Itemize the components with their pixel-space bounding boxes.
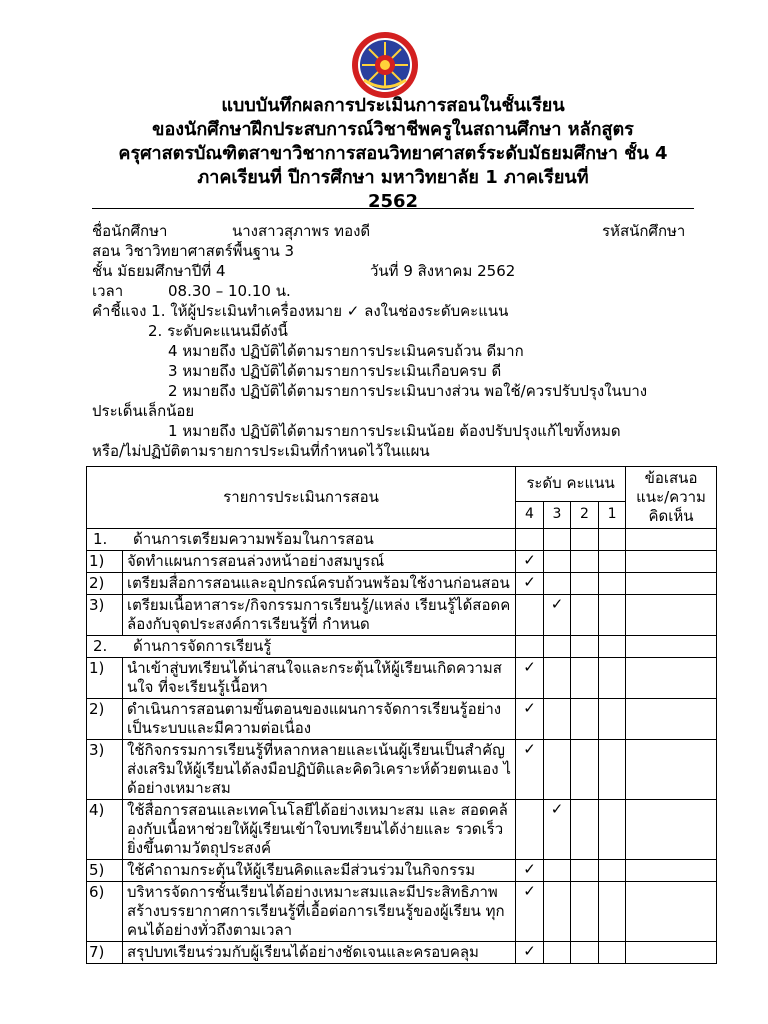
criterion-2 <box>92 381 694 401</box>
section-row <box>87 529 717 551</box>
title-line: 2562 <box>367 191 419 212</box>
header-divider <box>92 208 694 209</box>
note-cell[interactable] <box>626 740 717 800</box>
check-mark-icon: ✓ <box>523 942 536 960</box>
criterion-text: ดำเนินการสอนตามขั้นตอนของแผนการจัดการเรียนรู้อย่าง เป็นระบบและมีความต่อเนื่อง <box>123 699 516 740</box>
level-1-cell[interactable] <box>599 740 626 800</box>
section-title <box>87 529 516 551</box>
level-2-cell[interactable] <box>571 800 599 860</box>
check-mark-icon: ✓ <box>550 595 564 613</box>
level-cell <box>571 529 599 551</box>
note-cell <box>626 529 717 551</box>
level-3-cell[interactable] <box>544 699 571 740</box>
level-3-header: 3 <box>544 501 571 528</box>
level-3-cell[interactable] <box>544 551 571 573</box>
header-note: ข้อเสนอ แนะ/ความ คิดเห็น <box>626 467 717 529</box>
title-line: แบบบันทึกผลการประเมินการสอนในชั้นเรียน <box>221 95 565 116</box>
level-2-cell[interactable] <box>571 699 599 740</box>
level-1-cell[interactable] <box>599 699 626 740</box>
note-cell <box>626 636 717 658</box>
level-2-header: 2 <box>571 501 599 528</box>
level-cell <box>599 636 626 658</box>
criterion-text: นำเข้าสู่บทเรียนได้น่าสนใจและกระตุ้นให้ผู้เรียนเกิดความสนใจ ที่จะเรียนรู้เนื้อหา <box>123 658 516 699</box>
note-cell[interactable] <box>626 658 717 699</box>
criterion-text: ใช้กิจกรรมการเรียนรู้ที่หลากหลายและเน้นผู้เรียนเป็นสำคัญ ส่งเสริมให้ผู้เรียนได้ลงมือปฏิบัติและคิดวิเคราะห์ด้วยตนเอง ได้อย่างเหมาะสม <box>123 740 516 800</box>
criterion-number: 4) <box>87 800 123 860</box>
criterion-row <box>87 551 717 573</box>
level-1-cell[interactable] <box>599 800 626 860</box>
levels-heading: 2. ระดับคะแนนมีดังนี้ <box>148 322 288 340</box>
level-cell <box>571 636 599 658</box>
note-cell[interactable] <box>626 942 717 964</box>
section-label: ด้านการเตรียมความพร้อมในการสอน <box>133 530 374 548</box>
criterion-number: 3) <box>87 595 123 636</box>
title-line: ครุศาสตรบัณฑิตสาขาวิชาการสอนวิทยาศาสตร์ระดับมัธยมศึกษา ชั้น 4 <box>118 143 668 164</box>
criterion-row <box>87 860 717 882</box>
level-3-cell[interactable] <box>544 658 571 699</box>
criterion-text: ใช้คำถามกระตุ้นให้ผู้เรียนคิดและมีส่วนร่วมในกิจกรรม <box>123 860 516 882</box>
note-cell[interactable] <box>626 573 717 595</box>
info-line-time <box>92 281 694 301</box>
level-2-cell[interactable] <box>571 551 599 573</box>
criterion-text: สรุปบทเรียนร่วมกับผู้เรียนได้อย่างชัดเจนและครอบคลุม <box>123 942 516 964</box>
section-number: 2. <box>93 637 108 655</box>
level-4-header: 4 <box>516 501 544 528</box>
level-3-cell[interactable] <box>544 860 571 882</box>
level-2-cell[interactable] <box>571 595 599 636</box>
level-2-cell[interactable] <box>571 573 599 595</box>
university-logo <box>350 30 420 100</box>
level-1-cell[interactable] <box>599 573 626 595</box>
title-line: ของนักศึกษาฝึกประสบการณ์วิชาชีพครูในสถานศึกษา หลักสูตร <box>152 119 634 140</box>
criterion-number: 5) <box>87 860 123 882</box>
check-mark-icon: ✓ <box>523 860 536 878</box>
note-cell[interactable] <box>626 860 717 882</box>
criterion-row <box>87 658 717 699</box>
level-1-cell[interactable] <box>599 595 626 636</box>
criterion-number: 6) <box>87 882 123 942</box>
level-3-cell[interactable] <box>544 595 571 636</box>
check-mark-icon: ✓ <box>523 573 536 591</box>
level-2-cell[interactable] <box>571 658 599 699</box>
check-mark-icon: ✓ <box>523 740 536 758</box>
criterion-text: จัดทำแผนการสอนล่วงหน้าอย่างสมบูรณ์ <box>123 551 516 573</box>
level-1-cell[interactable] <box>599 658 626 699</box>
level-1-cell[interactable] <box>599 882 626 942</box>
criterion-text: เตรียมเนื้อหาสาระ/กิจกรรมการเรียนรู้/แหล่ง เรียนรู้ได้สอดคล้องกับจุดประสงค์การเรียนรู้ที่ กำหนด <box>123 595 516 636</box>
criterion-row <box>87 882 717 942</box>
info-line-class <box>92 261 694 281</box>
criterion-2-text: 2 หมายถึง ปฏิบัติได้ตามรายการประเมินบางส่วน พอใช้/ควรปรับปรุงในบาง <box>168 382 648 400</box>
note-cell[interactable] <box>626 595 717 636</box>
criterion-2-cont <box>92 401 694 421</box>
level-1-cell[interactable] <box>599 551 626 573</box>
criterion-number: 2) <box>87 699 123 740</box>
level-1-cell[interactable] <box>599 860 626 882</box>
criterion-number: 1) <box>87 658 123 699</box>
time-text: 08.30 – 10.10 น. <box>168 282 291 300</box>
level-4-cell[interactable] <box>516 595 544 636</box>
header-item: รายการประเมินการสอน <box>87 467 516 529</box>
student-info <box>92 221 694 461</box>
criterion-text: ใช้สื่อการสอนและเทคโนโลยีได้อย่างเหมาะสม และ สอดคล้องกับเนื้อหาช่วยให้ผู้เรียนเข้าใจบทเรียนได้ง่ายและ รวดเร็วยิ่งขึ้นตามวัตถุประสงค์ <box>123 800 516 860</box>
check-mark-icon: ✓ <box>550 800 564 818</box>
criterion-2-text-cont: ประเด็นเล็กน้อย <box>92 402 195 420</box>
info-line-subject <box>92 241 694 261</box>
note-cell[interactable] <box>626 800 717 860</box>
level-2-cell[interactable] <box>571 860 599 882</box>
title-line: ภาคเรียนที่ ปีการศึกษา มหาวิทยาลัย 1 ภาคเรียนที่ <box>197 167 589 188</box>
level-4-cell[interactable] <box>516 658 544 699</box>
criterion-row <box>87 942 717 964</box>
header-level: ระดับ คะแนน <box>516 467 626 502</box>
criterion-row <box>87 800 717 860</box>
note-cell[interactable] <box>626 551 717 573</box>
criterion-number: 7) <box>87 942 123 964</box>
level-3-cell[interactable] <box>544 882 571 942</box>
level-4-cell[interactable] <box>516 699 544 740</box>
criterion-text: เตรียมสื่อการสอนและอุปกรณ์ครบถ้วนพร้อมใช้งานก่อนสอน <box>123 573 516 595</box>
criterion-row <box>87 573 717 595</box>
section-title <box>87 636 516 658</box>
criterion-row <box>87 595 717 636</box>
time-label: เวลา <box>92 282 124 300</box>
evaluation-table <box>86 466 717 964</box>
document-title <box>92 94 694 214</box>
criterion-1 <box>92 421 694 441</box>
check-mark-icon: ✓ <box>523 551 536 569</box>
criterion-1-text-cont: หรือ/ไม่ปฏิบัติตามรายการประเมินที่กำหนดไว้ในแผน <box>92 442 430 460</box>
student-label: ชื่อนักศึกษา <box>92 222 168 240</box>
criterion-number: 3) <box>87 740 123 800</box>
check-mark-icon: ✓ <box>523 699 536 717</box>
subject-text: สอน วิชาวิทยาศาสตร์พื้นฐาน 3 <box>92 242 295 260</box>
section-label: ด้านการจัดการเรียนรู้ <box>133 637 272 655</box>
level-cell <box>544 636 571 658</box>
instruction-text: คำชี้แจง 1. ให้ผู้ประเมินทำเครื่องหมาย ✓ ลงในช่องระดับคะแนน <box>92 302 509 320</box>
criterion-4 <box>92 341 694 361</box>
criterion-text: บริหารจัดการชั้นเรียนได้อย่างเหมาะสมและมีประสิทธิภาพ สร้างบรรยากาศการเรียนรู้ที่เอื้อต่อการเรียนรู้ของผู้เรียน ทุกคนได้อย่างทั่วถึงตามเวลา <box>123 882 516 942</box>
class-text: ชั้น มัธยมศึกษาปีที่ 4 <box>92 262 226 280</box>
criterion-number: 1) <box>87 551 123 573</box>
level-1-cell[interactable] <box>599 942 626 964</box>
criterion-1-cont <box>92 441 694 461</box>
student-name: นางสาวสุภาพร ทองดี <box>232 222 371 240</box>
criterion-4-text: 4 หมายถึง ปฏิบัติได้ตามรายการประเมินครบถ้วน ดีมาก <box>168 342 524 360</box>
level-4-cell[interactable] <box>516 942 544 964</box>
criterion-3 <box>92 361 694 381</box>
criterion-row <box>87 699 717 740</box>
info-line-instruction <box>92 301 694 321</box>
level-3-cell[interactable] <box>544 573 571 595</box>
section-row <box>87 636 717 658</box>
level-cell <box>516 529 544 551</box>
criterion-row <box>87 740 717 800</box>
level-4-cell[interactable] <box>516 551 544 573</box>
level-cell <box>544 529 571 551</box>
section-number: 1. <box>93 530 108 548</box>
level-cell <box>516 636 544 658</box>
info-line-student <box>92 221 694 241</box>
level-4-cell[interactable] <box>516 573 544 595</box>
info-line-levels <box>92 321 694 341</box>
criterion-3-text: 3 หมายถึง ปฏิบัติได้ตามรายการประเมินเกือบครบ ดี <box>168 362 502 380</box>
criterion-1-text: 1 หมายถึง ปฏิบัติได้ตามรายการประเมินน้อย ต้องปรับปรุงแก้ไขทั้งหมด <box>168 422 621 440</box>
level-4-cell[interactable] <box>516 800 544 860</box>
level-cell <box>599 529 626 551</box>
level-3-cell[interactable] <box>544 740 571 800</box>
level-4-cell[interactable] <box>516 740 544 800</box>
note-cell[interactable] <box>626 699 717 740</box>
date-text: วันที่ 9 สิงหาคม 2562 <box>370 262 516 280</box>
level-1-header: 1 <box>599 501 626 528</box>
level-3-cell[interactable] <box>544 942 571 964</box>
check-mark-icon: ✓ <box>523 658 536 676</box>
level-2-cell[interactable] <box>571 942 599 964</box>
level-4-cell[interactable] <box>516 882 544 942</box>
check-mark-icon: ✓ <box>523 882 536 900</box>
level-2-cell[interactable] <box>571 882 599 942</box>
criterion-number: 2) <box>87 573 123 595</box>
note-cell[interactable] <box>626 882 717 942</box>
level-2-cell[interactable] <box>571 740 599 800</box>
student-id-label: รหัสนักศึกษา <box>602 222 686 240</box>
level-4-cell[interactable] <box>516 860 544 882</box>
level-3-cell[interactable] <box>544 800 571 860</box>
